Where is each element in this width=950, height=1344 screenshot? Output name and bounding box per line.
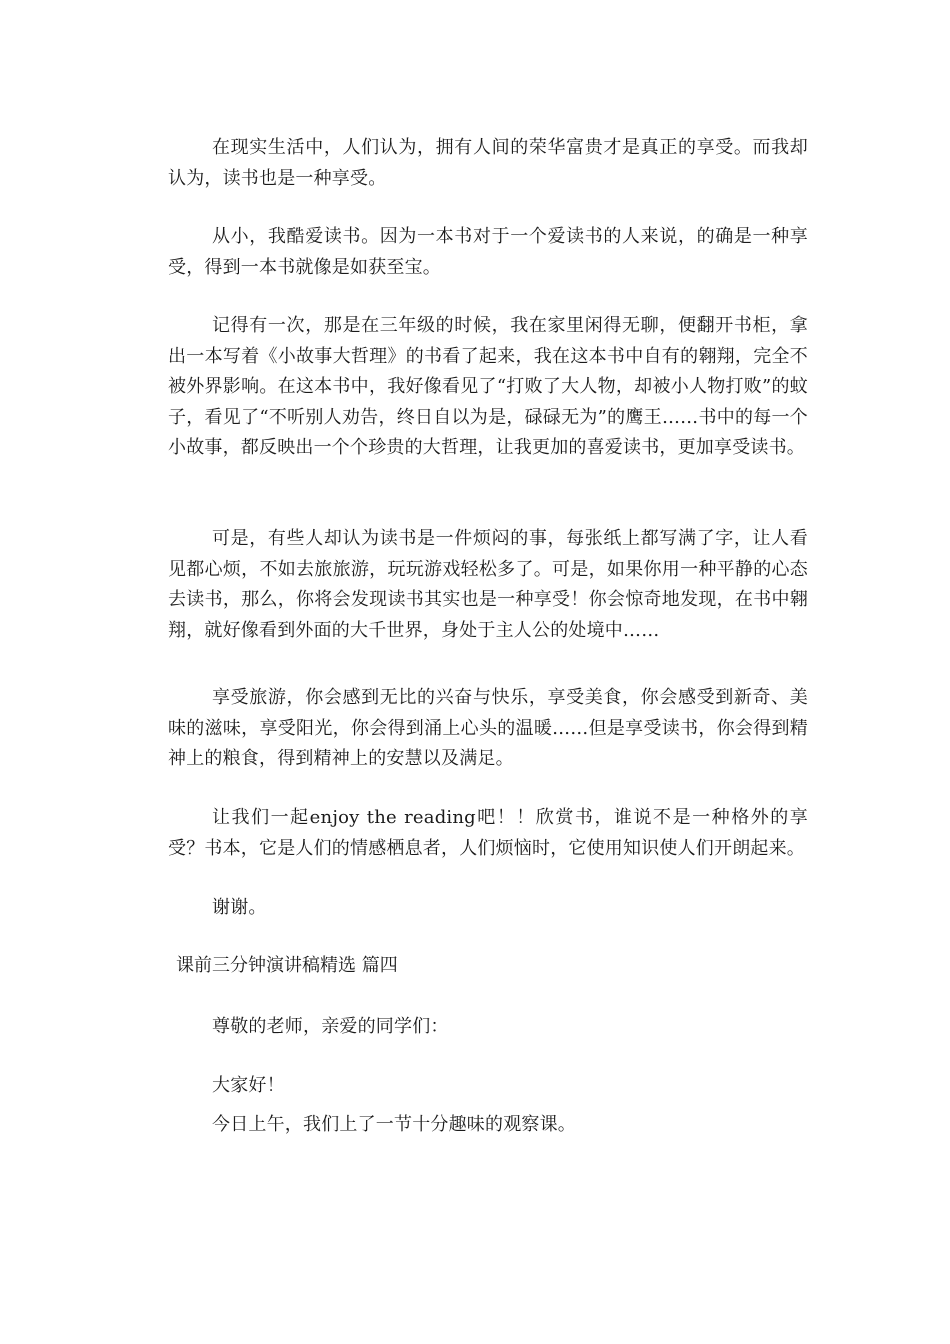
paragraph-greeting: 尊敬的老师，亲爱的同学们： [212, 1016, 449, 1037]
section-heading: 课前三分钟演讲稿精选 篇四 [176, 955, 398, 976]
paragraph-thanks: 谢谢。 [212, 897, 267, 918]
paragraph-conclusion: 让我们一起enjoy the reading吧！！欣赏书，谁说不是一种格外的享受？书本，它是人们的情感栖息者，人们烦恼时，它使用知识使人们开朗起来。 [168, 807, 808, 859]
paragraph-counterpoint: 可是，有些人却认为读书是一件烦闷的事，每张纸上都写满了字，让人看见都心烦，不如去旅旅游，玩玩游戏轻松多了。可是，如果你用一种平静的心态去读书，那么，你将会发现读书其实也是一种享受！你会惊奇地发现，在书中翱翔，就好像看到外面的大千世界，身处于主人公的处境中…… [168, 528, 808, 641]
paragraph-observation-class: 今日上午，我们上了一节十分趣味的观察课。 [212, 1114, 576, 1135]
paragraph-love-reading: 从小，我酷爱读书。因为一本书对于一个爱读书的人来说，的确是一种享受，得到一本书就像是如获至宝。 [168, 226, 808, 278]
paragraph-memory-story: 记得有一次，那是在三年级的时候，我在家里闲得无聊，便翻开书柜，拿出一本写着《小故事大哲理》的书看了起来，我在这本书中自有的翱翔，完全不被外界影响。在这本书中，我好像看见了“打败了大人物，却被小人物打败”的蚊子，看见了“不听别人劝告，终日自以为是，碌碌无为”的鹰王……书中的每一个小故事，都反映出一个个珍贵的大哲理，让我更加的喜爱读书，更加享受读书。 [168, 315, 808, 458]
paragraph-hello: 大家好！ [212, 1075, 285, 1096]
paragraph-comparison: 享受旅游，你会感到无比的兴奋与快乐，享受美食，你会感受到新奇、美味的滋味，享受阳光，你会得到涌上心头的温暖……但是享受读书，你会得到精神上的粮食，得到精神上的安慧以及满足。 [168, 687, 808, 769]
paragraph-enjoyment-intro: 在现实生活中，人们认为，拥有人间的荣华富贵才是真正的享受。而我却认为，读书也是一种享受。 [168, 137, 808, 189]
